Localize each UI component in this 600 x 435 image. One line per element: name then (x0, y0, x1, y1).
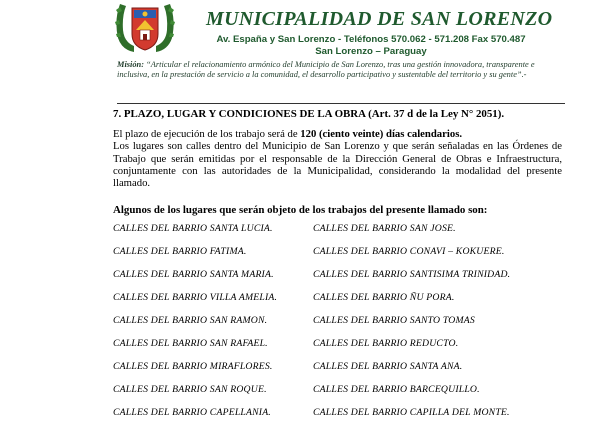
header-divider (117, 103, 565, 104)
barrio-item: CALLES DEL BARRIO SAN RAMON. (113, 315, 268, 326)
mission-text: “Articular el relacionamiento armónico del Municipio de San Lorenzo, tras una gestión innovadora, transparente e inclusiva, en la prestación de servicio a la comunidad, el desarrollo participativo y sustentable del territorio y su gente”.- (117, 60, 535, 80)
barrio-item: CALLES DEL BARRIO SANTO TOMAS (313, 315, 475, 326)
mission-label: Misión: (117, 60, 144, 69)
barrio-item: CALLES DEL BARRIO VILLA AMELIA. (113, 292, 278, 303)
section-body (113, 128, 562, 189)
barrio-item: CALLES DEL BARRIO SAN ROQUE. (113, 384, 267, 395)
address-line: Av. España y San Lorenzo - Teléfonos 570.062 - 571.208 Fax 570.487 (216, 34, 526, 45)
barrio-item: CALLES DEL BARRIO MIRAFLORES. (113, 361, 273, 372)
header-contact (206, 34, 536, 58)
barrio-item: CALLES DEL BARRIO REDUCTO. (313, 338, 459, 349)
section-title: 7. PLAZO, LUGAR Y CONDICIONES DE LA OBRA (Art. 37 d de la Ley N° 2051). (113, 108, 505, 120)
barrio-item: CALLES DEL BARRIO CAPILLA DEL MONTE. (313, 407, 510, 418)
barrio-item: CALLES DEL BARRIO SAN RAFAEL. (113, 338, 268, 349)
barrio-item: CALLES DEL BARRIO FATIMA. (113, 246, 247, 257)
barrio-item: CALLES DEL BARRIO CONAVI – KOKUERE. (313, 246, 505, 257)
barrio-item: CALLES DEL BARRIO BARCEQUILLO. (313, 384, 480, 395)
city-line: San Lorenzo – Paraguay (315, 46, 427, 57)
mission-statement (117, 60, 564, 81)
municipality-title: MUNICIPALIDAD DE SAN LORENZO (206, 8, 553, 30)
barrio-item: CALLES DEL BARRIO SANTA MARIA. (113, 269, 274, 280)
barrio-item: CALLES DEL BARRIO SANTA ANA. (313, 361, 463, 372)
barrio-item: CALLES DEL BARRIO SAN JOSE. (313, 223, 456, 234)
barrio-item: CALLES DEL BARRIO ÑU PORA. (313, 292, 455, 303)
barrio-item: CALLES DEL BARRIO SANTISIMA TRINIDAD. (313, 269, 511, 280)
municipal-crest-logo (112, 0, 178, 54)
locations-text: Los lugares son calles dentro del Municipio de San Lorenzo y que serán señaladas en las Órdenes de Trabajo que serán emitidas por el responsable de la Dirección General de Obras e Infraestructura, conjuntamente con las autoridades de la Municipalidad, considerando la modalidad del presente llamado. (113, 140, 562, 190)
term-days: 120 (ciento veinte) días calendarios. (300, 128, 463, 140)
term-text: El plazo de ejecución de los trabajo será de (113, 128, 301, 140)
barrio-item: CALLES DEL BARRIO CAPELLANIA. (113, 407, 271, 418)
barrio-item: CALLES DEL BARRIO SANTA LUCIA. (113, 223, 273, 234)
barrios-list-title: Algunos de los lugares que serán objeto de los trabajos del presente llamado son: (113, 204, 488, 216)
